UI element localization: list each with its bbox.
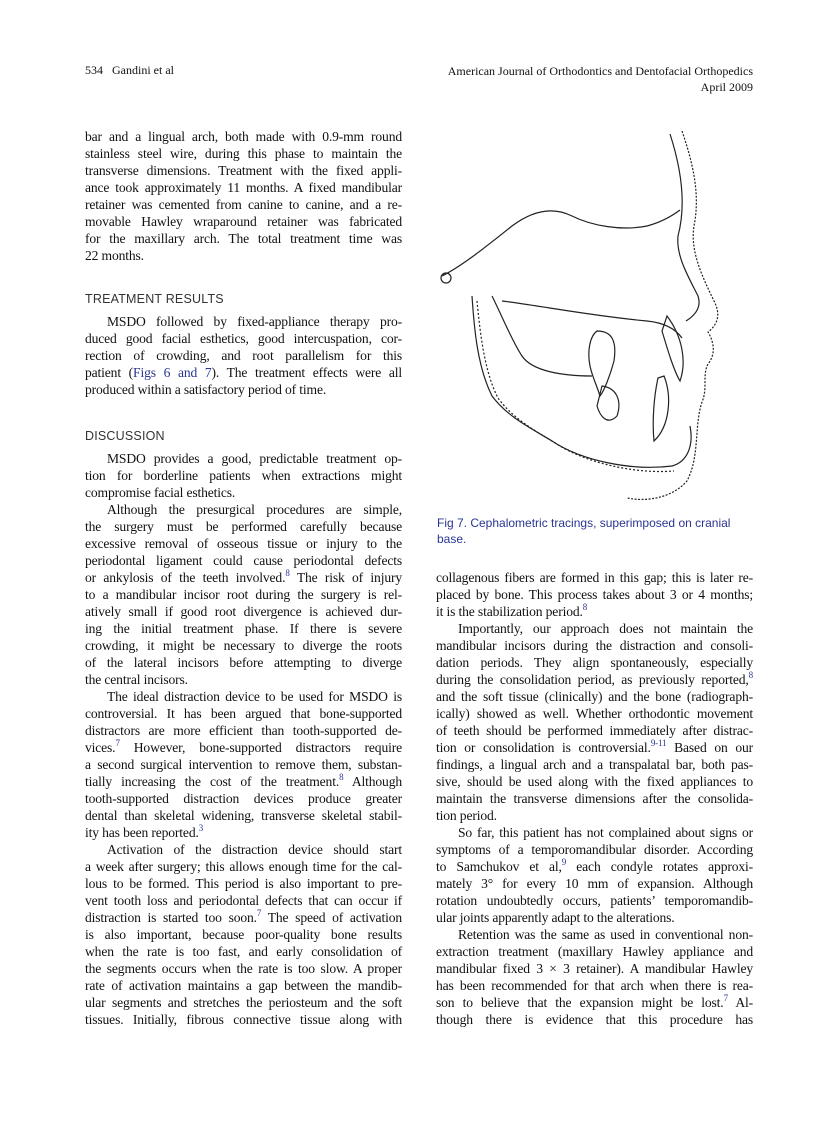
paragraph-methods-end: [85, 128, 402, 264]
text-segment: atively small if good root divergence is achieved dur-: [85, 604, 402, 619]
text-line: [85, 230, 402, 247]
text-segment: However, bone-supported distractors require: [119, 740, 402, 755]
text-segment: is also important, because poor-quality bone results: [85, 927, 402, 942]
text-line: [85, 943, 402, 960]
text-line: [436, 586, 753, 603]
running-header-right: [448, 63, 753, 95]
text-line: [85, 858, 402, 875]
text-segment: a second surgical intervention to remove them, substan-: [85, 757, 402, 772]
text-segment: ance took approximately 11 months. A fixed mandibular: [85, 180, 402, 195]
text-line: [436, 790, 753, 807]
text-line: [436, 620, 753, 637]
text-segment: extraction treatment (maxillary Hawley appliance and: [436, 944, 753, 959]
journal-name: American Journal of Orthodontics and Dentofacial Orthopedics: [447, 64, 753, 78]
citation-link[interactable]: 8: [285, 568, 290, 578]
text-segment: tion or consolidation is controversial.: [436, 740, 651, 755]
text-segment: findings, a lingual arch and a transpalatal bar, both pas-: [436, 757, 753, 772]
text-line: [85, 381, 402, 398]
text-line: [85, 364, 402, 381]
text-line: [436, 637, 753, 654]
citation-link[interactable]: 9-11: [650, 738, 667, 748]
text-segment: tooth-supported distraction devices produce greater: [85, 791, 402, 806]
text-line: [85, 603, 402, 620]
text-line: [85, 347, 402, 364]
text-segment: and the soft tissue (clinically) and the bone (radiograph-: [436, 689, 753, 704]
text-line: [436, 569, 753, 586]
text-line: [436, 858, 753, 875]
text-segment: MSDO provides a good, predictable treatment op-: [107, 451, 402, 466]
citation-link[interactable]: 7: [723, 993, 728, 1003]
text-line: [436, 688, 753, 705]
text-line: [85, 247, 402, 264]
figure-reference-link[interactable]: Figs 6 and 7: [133, 365, 212, 380]
citation-link[interactable]: 7: [256, 908, 262, 918]
text-segment: the central incisors.: [85, 672, 188, 687]
text-line: [85, 569, 402, 586]
text-segment: ). The treatment effects were all: [211, 365, 402, 380]
text-segment: vent tooth loss and periodontal defects that can occur if: [85, 893, 402, 908]
text-segment: Although the presurgical procedures are simple,: [107, 502, 402, 517]
text-line: [85, 196, 402, 213]
text-line: [85, 179, 402, 196]
incisor-lower: [653, 376, 668, 441]
molar-lower: [597, 386, 619, 420]
text-segment: placed by bone. This process takes about 3 or 4 months;: [436, 587, 753, 602]
text-segment: the segments occurs when the rate is too slow. A proper: [85, 961, 402, 976]
text-segment: rotation undoubtedly occurs, patients’ temporomandib-: [436, 893, 753, 908]
text-line: [85, 330, 402, 347]
heading-treatment-results: TREATMENT RESULTS: [85, 292, 224, 306]
text-line: [85, 484, 402, 501]
text-segment: the surgery must be performed carefully because: [85, 519, 402, 534]
text-line: [85, 960, 402, 977]
text-segment: ular joints apparently adapt to the alterations.: [436, 910, 675, 925]
text-segment: a week after surgery; this allows enough time for the cal-: [85, 859, 402, 874]
text-segment: distractors are more efficient than tooth-supported de-: [85, 723, 402, 738]
text-line: [85, 671, 402, 688]
text-line: [85, 1011, 402, 1028]
text-line: [436, 960, 753, 977]
text-line: [85, 162, 402, 179]
text-segment: compromise facial esthetics.: [85, 485, 236, 500]
text-segment: maintain the transverse dimensions after the consolida-: [436, 791, 753, 806]
text-segment: though there is evidence that this procedure has: [436, 1012, 753, 1027]
text-segment: for the maxillary arch. The total treatment time was: [85, 231, 402, 246]
issue-date: April 2009: [700, 80, 753, 94]
text-segment: rection of crowding, and root parallelism for this: [85, 348, 402, 363]
text-line: [436, 926, 753, 943]
text-line: [436, 603, 753, 620]
running-header-left: [85, 63, 174, 78]
text-line: [85, 586, 402, 603]
text-segment: The speed of activation: [261, 910, 402, 925]
text-line: [85, 450, 402, 467]
figure-caption: Fig 7. Cephalometric tracings, superimposed on cranial base.: [437, 516, 731, 546]
authors: Gandini et al: [112, 63, 174, 77]
text-line: [85, 790, 402, 807]
text-segment: movable Hawley wraparound retainer was fabricated: [85, 214, 402, 229]
text-segment: symptoms of a temporomandibular disorder. According: [436, 842, 753, 857]
text-line: [85, 688, 402, 705]
text-line: [85, 467, 402, 484]
text-segment: So far, this patient has not complained about signs or: [458, 825, 753, 840]
citation-link[interactable]: 8: [748, 670, 753, 680]
text-segment: to a mandibular incisor root during the surgery is rel-: [85, 587, 402, 602]
citation-link[interactable]: 8: [582, 602, 588, 612]
text-line: [85, 892, 402, 909]
citation-link[interactable]: 3: [198, 823, 204, 833]
text-line: [85, 501, 402, 518]
text-segment: tially increasing the cost of the treatment.: [85, 774, 340, 789]
text-line: [85, 756, 402, 773]
text-line: [436, 994, 753, 1011]
text-line: [436, 739, 753, 756]
text-line: [436, 841, 753, 858]
text-segment: of teeth should be performed immediately after distrac-: [436, 723, 753, 738]
text-line: [85, 637, 402, 654]
text-segment: Importantly, our approach does not maintain the: [458, 621, 753, 636]
text-segment: rate of activation maintains a gap between the mandib-: [85, 978, 402, 993]
palate: [502, 301, 682, 338]
text-line: [85, 807, 402, 824]
text-segment: tion for borderline patients when extractions might: [85, 468, 402, 483]
text-line: [85, 518, 402, 535]
text-line: [436, 1011, 753, 1028]
text-segment: excessive removal of osseous tissue or injury to the: [85, 536, 402, 551]
text-line: [85, 535, 402, 552]
text-segment: ity has been reported.: [85, 825, 199, 840]
text-line: [85, 722, 402, 739]
text-line: [85, 994, 402, 1011]
heading-discussion: DISCUSSION: [85, 429, 165, 443]
text-segment: bar and a lingual arch, both made with 0.9-mm round: [85, 129, 402, 144]
citation-link[interactable]: 7: [115, 738, 120, 748]
paragraph-treatment-results: [85, 313, 402, 398]
text-segment: tissues. Initially, fibrous connective tissue along with: [85, 1012, 402, 1027]
text-line: [85, 739, 402, 756]
text-segment: The risk of injury: [289, 570, 402, 585]
text-segment: lous to be formed. This period is also important to pre-: [85, 876, 402, 891]
text-segment: Al-: [727, 995, 753, 1010]
text-segment: periodontal ligament could cause periodontal defects: [85, 553, 402, 568]
cranial-base: [442, 210, 680, 276]
text-line: [85, 552, 402, 569]
text-segment: ically) showed as well. Whether orthodontic movement: [436, 706, 753, 721]
text-line: [85, 926, 402, 943]
mandible: [472, 296, 691, 467]
text-line: [436, 892, 753, 909]
text-line: [436, 977, 753, 994]
discussion-right-column: [436, 569, 753, 1028]
text-line: [85, 841, 402, 858]
text-segment: mandibular fixed 3 × 3 retainer). A mandibular Hawley: [436, 961, 753, 976]
text-line: [436, 722, 753, 739]
text-line: [436, 875, 753, 892]
text-line: [85, 909, 402, 926]
text-line: [85, 128, 402, 145]
text-segment: it is the stabilization period.: [436, 604, 583, 619]
text-segment: MSDO followed by fixed-appliance therapy pro-: [107, 314, 402, 329]
text-segment: mately 3° for every 10 mm of expansion. Although: [436, 876, 753, 891]
text-segment: 22 months.: [85, 248, 144, 263]
text-segment: of the lateral incisors before attempting to diverge: [85, 655, 402, 670]
text-segment: when the rate is too fast, and early consolidation of: [85, 944, 402, 959]
text-line: [85, 213, 402, 230]
text-line: [85, 977, 402, 994]
citation-link[interactable]: 8: [339, 772, 344, 782]
text-line: [436, 773, 753, 790]
text-segment: retainer was cemented from canine to canine, and a re-: [85, 197, 402, 212]
text-segment: each condyle rotates approxi-: [566, 859, 754, 874]
text-segment: ing the initial treatment phase. If there is severe: [85, 621, 402, 636]
text-segment: vices.: [85, 740, 116, 755]
soft-tissue-profile: [627, 131, 718, 499]
text-line: [85, 654, 402, 671]
text-line: [85, 773, 402, 790]
text-line: [436, 756, 753, 773]
text-segment: Retention was the same as used in conventional non-: [458, 927, 753, 942]
text-line: [85, 313, 402, 330]
discussion-left-column: [85, 450, 402, 1028]
bone-profile: [670, 134, 699, 321]
text-line: [85, 824, 402, 841]
cephalometric-tracing-figure: [432, 126, 757, 506]
text-line: [436, 807, 753, 824]
text-segment: duced good facial esthetics, good intercuspation, cor-: [85, 331, 402, 346]
text-segment: ular segments and stretches the periosteum and the soft: [85, 995, 402, 1010]
text-segment: or ankylosis of the teeth involved.: [85, 570, 286, 585]
text-segment: crowding, it might be necessary to diverge the roots: [85, 638, 402, 653]
text-segment: controversial. It has been argued that bone-supported: [85, 706, 402, 721]
text-segment: dation periods. They align spontaneously, especially: [436, 655, 753, 670]
text-segment: son to believe that the expansion might be lost.: [436, 995, 724, 1010]
text-segment: Although: [343, 774, 402, 789]
text-line: [436, 824, 753, 841]
text-segment: to Samchukov et al,: [436, 859, 562, 874]
text-segment: dental than skeletal widening, transverse skeletal stabil-: [85, 808, 402, 823]
text-segment: transverse dimensions. Treatment with the fixed appli-: [85, 163, 402, 178]
text-segment: collagenous fibers are formed in this gap; this is later re-: [436, 570, 753, 585]
text-segment: sive, should be used along with the fixed appliances to: [436, 774, 753, 789]
text-segment: distraction is started too soon.: [85, 910, 257, 925]
text-line: [85, 145, 402, 162]
text-line: [436, 671, 753, 688]
text-segment: has been recommended for that arch when there is rea-: [436, 978, 753, 993]
text-segment: during the consolidation period, as previously reported,: [436, 672, 749, 687]
text-line: [85, 875, 402, 892]
ramus: [492, 296, 592, 376]
text-segment: produced within a satisfactory period of time.: [85, 382, 327, 397]
page-number: 534: [85, 63, 103, 77]
text-segment: Activation of the distraction device should start: [107, 842, 402, 857]
text-segment: The ideal distraction device to be used for MSDO is: [107, 689, 402, 704]
text-line: [85, 620, 402, 637]
text-segment: tion period.: [436, 808, 497, 823]
text-line: [85, 705, 402, 722]
text-line: [436, 705, 753, 722]
text-segment: Based on our: [666, 740, 754, 755]
text-line: [436, 909, 753, 926]
citation-link[interactable]: 9: [561, 857, 567, 867]
text-line: [436, 943, 753, 960]
text-line: [436, 654, 753, 671]
text-segment: patient (: [85, 365, 134, 380]
text-segment: mandibular incisors during the distraction and consoli-: [436, 638, 753, 653]
text-segment: stainless steel wire, during this phase to maintain the: [85, 146, 402, 161]
